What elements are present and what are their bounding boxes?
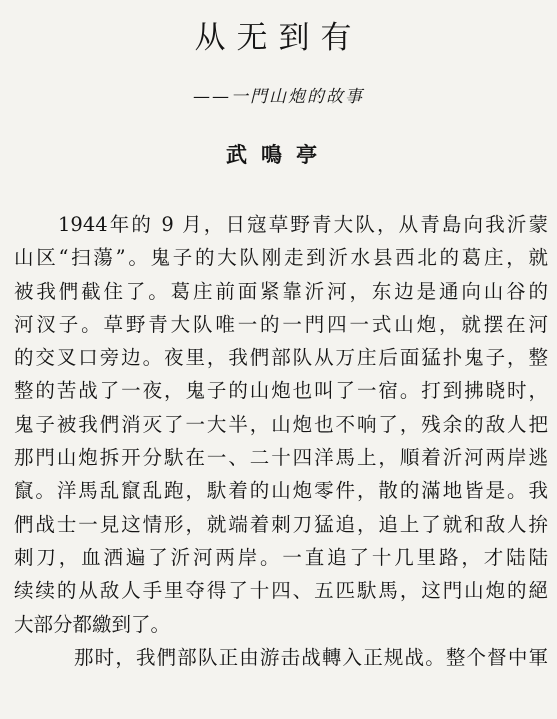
body-line: 整的苦战了一夜，鬼子的山炮也叫了一宿。打到拂晓时， [14, 379, 548, 403]
body-line: 大部分都繳到了。 [14, 612, 171, 636]
article-subtitle: ——一門山炮的故事 [193, 87, 364, 107]
body-line: 被我們截住了。葛庄前面紧靠沂河，东边是通向山谷的 [14, 279, 548, 303]
body-line: 河汊子。草野青大队唯一的一門四一式山炮，就摆在河 [14, 312, 548, 336]
body-line: 1944年的 9 月，日寇草野青大队，从青島向我沂蒙 [58, 213, 548, 236]
body-line: 的交叉口旁边。夜里，我們部队从万庄后面猛扑鬼子，整 [14, 346, 548, 370]
body-line: 鬼子被我們消灭了一大半，山炮也不响了，残余的敌人把 [14, 412, 548, 436]
article-body [14, 208, 548, 674]
body-line: 刺刀，血洒遍了沂河两岸。一直追了十几里路，才陆陆 [14, 545, 548, 569]
body-line: 山区“扫蕩”。鬼子的大队刚走到沂水县西北的葛庄，就 [14, 246, 548, 270]
body-line: 竄。洋馬乱竄乱跑，馱着的山炮零件，散的滿地皆是。我 [14, 479, 548, 503]
article-title: 从无到有 [194, 20, 363, 56]
body-line: 那时，我們部队正由游击战轉入正规战。整个督中軍 [74, 645, 548, 669]
body-line: 续续的从敌人手里夺得了十四、五匹馱馬，这門山炮的絕 [14, 579, 548, 603]
body-line: 們战士一見这情形，就端着刺刀猛追，追上了就和敌人拚 [14, 512, 548, 536]
body-line: 那門山炮拆开分馱在一、二十四洋馬上，順着沂河两岸逃 [14, 446, 548, 470]
article-author: 武鳴亭 [226, 142, 331, 167]
